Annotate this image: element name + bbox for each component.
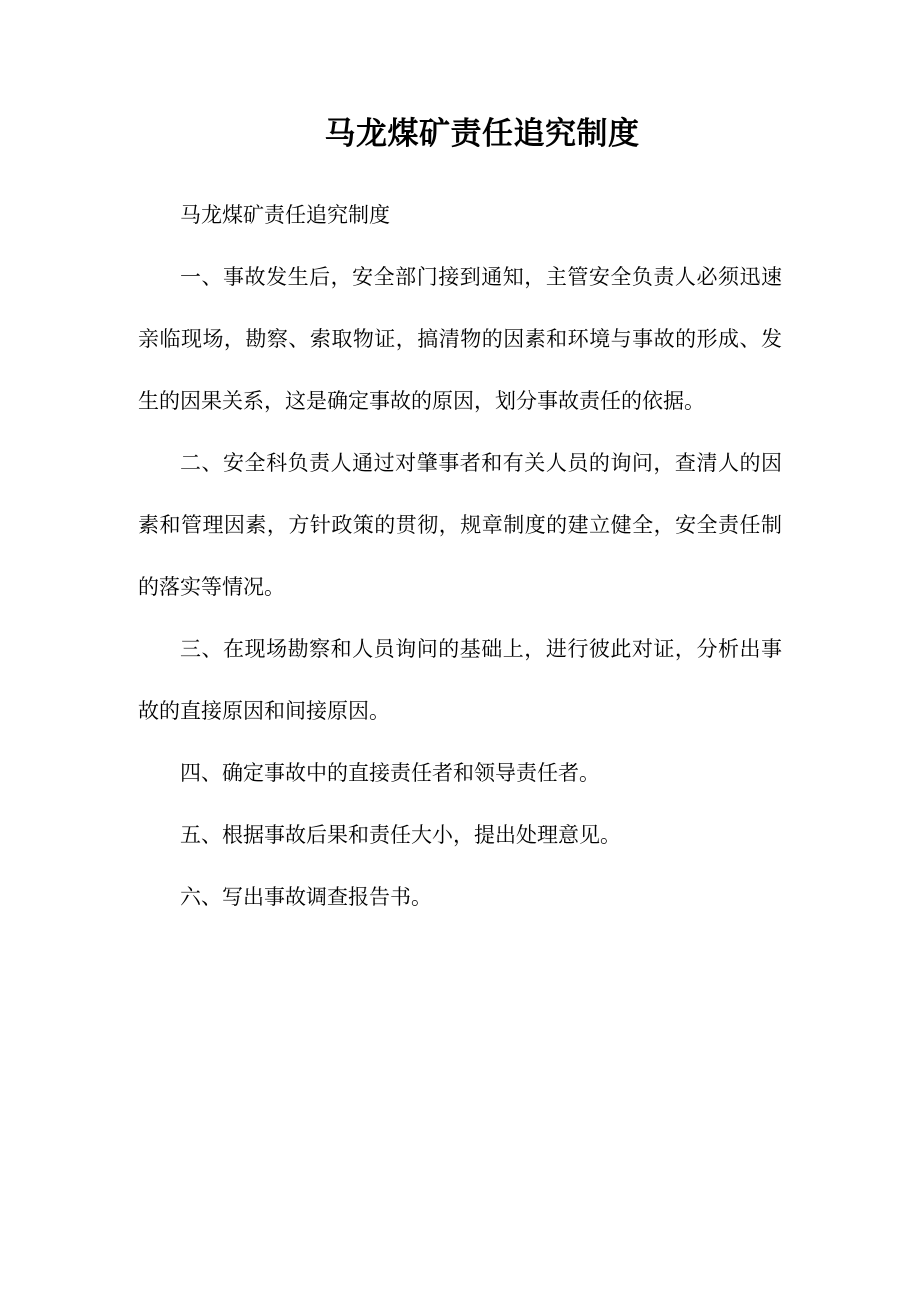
- paragraph-subtitle: 马龙煤矿责任追究制度: [180, 203, 390, 227]
- paragraph-2: 二、安全科负责人通过对肇事者和有关人员的询问，查清人的因素和管理因素，方针政策的贯彻，规章制度的建立健全，安全责任制的落实等情况。: [138, 451, 782, 599]
- paragraph-4: 四、确定事故中的直接责任者和领导责任者。: [180, 761, 600, 785]
- document-body: [138, 184, 782, 928]
- paragraph-6: 六、写出事故调查报告书。: [180, 885, 432, 909]
- paragraph-5: 五、根据事故后果和责任大小，提出处理意见。: [180, 823, 621, 847]
- document-title: 马龙煤矿责任追究制度: [324, 116, 640, 152]
- paragraph-3: 三、在现场勘察和人员询问的基础上，进行彼此对证，分析出事故的直接原因和间接原因。: [138, 637, 782, 723]
- paragraph-1: 一、事故发生后，安全部门接到通知，主管安全负责人必须迅速亲临现场，勘察、索取物证，搞清物的因素和环境与事故的形成、发生的因果关系，这是确定事故的原因，划分事故责任的依据。: [138, 265, 782, 413]
